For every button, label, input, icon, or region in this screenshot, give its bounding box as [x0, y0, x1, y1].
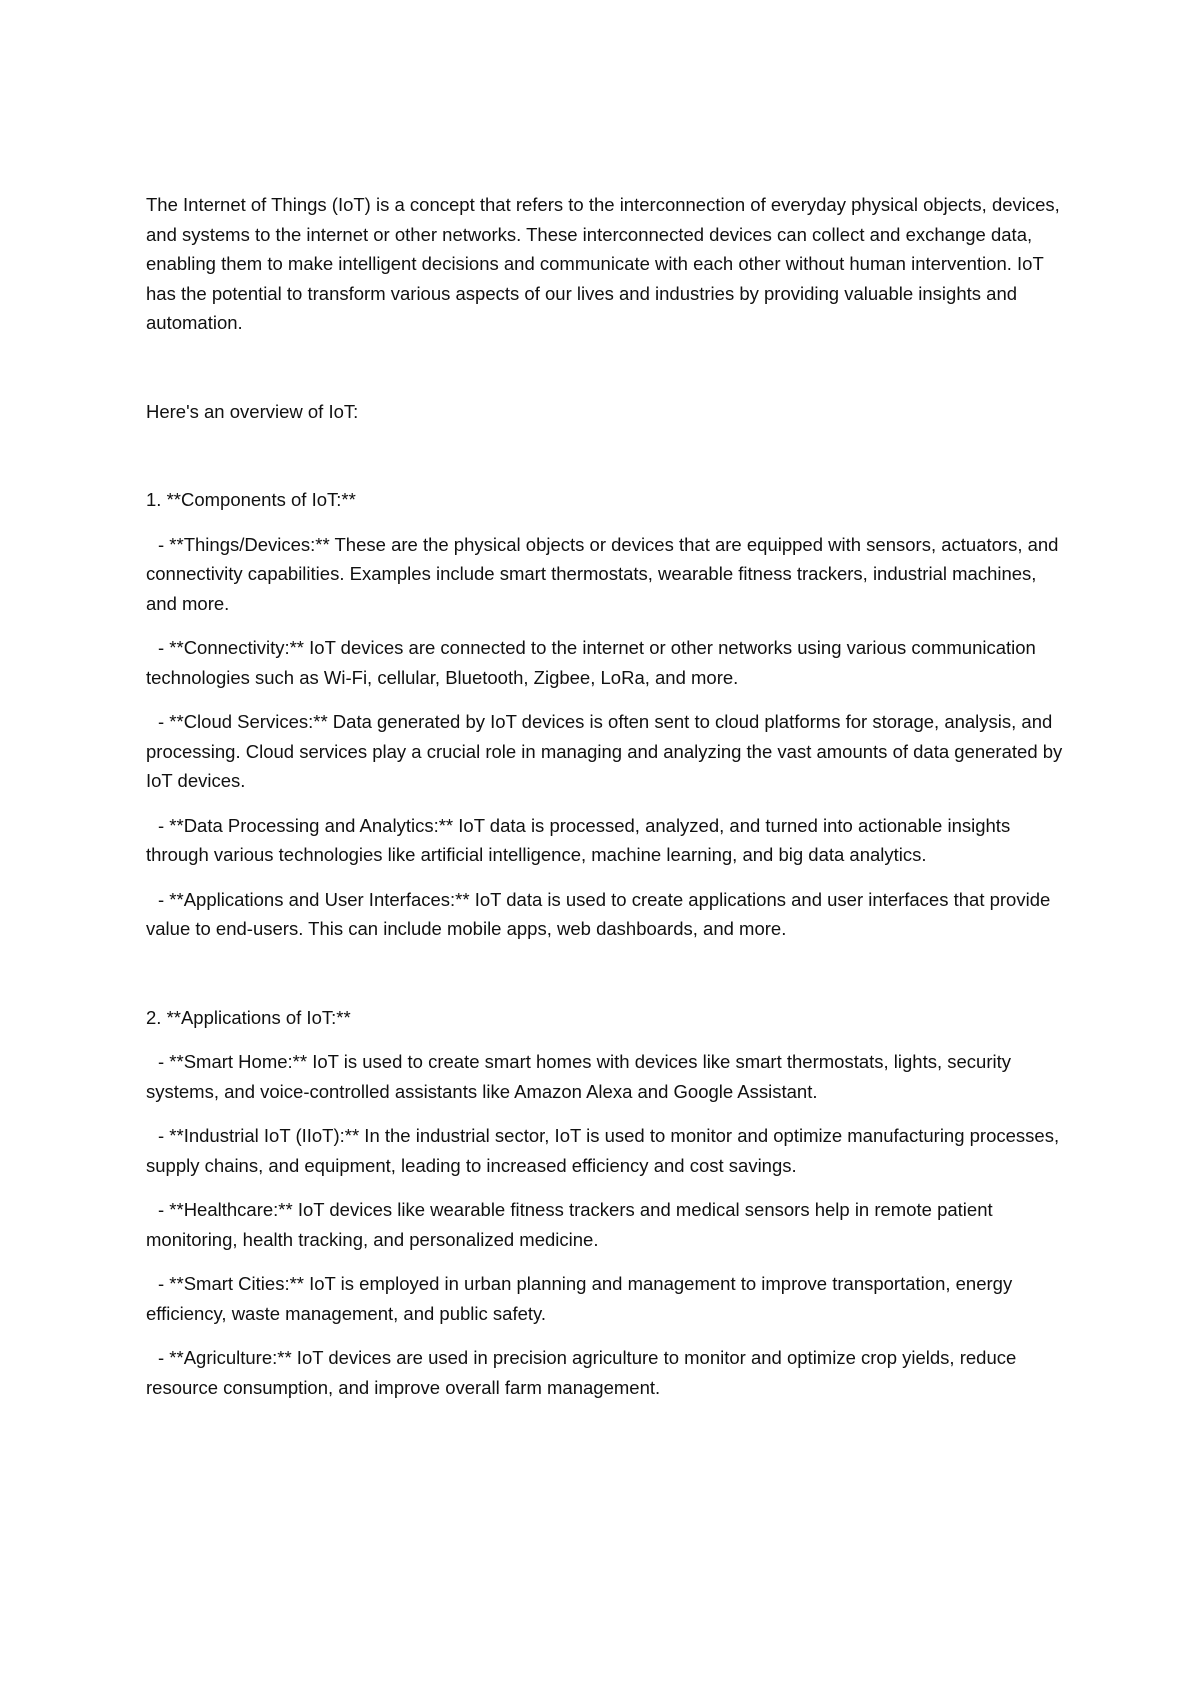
bullet-item-applications-ui: - **Applications and User Interfaces:** IoT data is used to create applications and user interfaces that provide value to end-users. This can include mobile apps, web dashboards, and more. [146, 888, 1051, 939]
bullet-item-cloud-services: - **Cloud Services:** Data generated by IoT devices is often sent to cloud platforms for storage, analysis, and processing. Cloud services play a crucial role in managing and analyzing the vast amounts of data generated by IoT devices. [146, 711, 1063, 791]
section-heading-applications: 2. **Applications of IoT:** [146, 1006, 351, 1028]
bullet-item-industrial-iot: - **Industrial IoT (IIoT):** In the industrial sector, IoT is used to monitor and optimize manufacturing processes, supply chains, and equipment, leading to increased efficiency and cost savings. [146, 1125, 1060, 1176]
components-section [146, 485, 1066, 944]
section-heading-components: 1. **Components of IoT:** [146, 489, 356, 510]
bullet-item-smart-home: - **Smart Home:** IoT is used to create smart homes with devices like smart thermostats, lights, security systems, and voice-controlled assistants like Amazon Alexa and Google Assistant. [146, 1051, 1012, 1102]
bullet-item-data-processing: - **Data Processing and Analytics:** IoT data is processed, analyzed, and turned into actionable insights through various technologies like artificial intelligence, machine learning, and big data analytics. [146, 814, 1011, 865]
bullet-item-healthcare: - **Healthcare:** IoT devices like wearable fitness trackers and medical sensors help in remote patient monitoring, health tracking, and personalized medicine. [146, 1199, 993, 1250]
document-body [146, 190, 1066, 1417]
applications-section [146, 1003, 1066, 1403]
intro-paragraph: The Internet of Things (IoT) is a concept that refers to the interconnection of everyday physical objects, devices, and systems to the internet or other networks. These interconnected devices can collect and exchange data, enabling them to make intelligent decisions and communicate with each other without human intervention. IoT has the potential to transform various aspects of our lives and industries by providing valuable insights and automation. [146, 194, 1060, 333]
section-spacer [146, 959, 1066, 1003]
bullet-item-connectivity: - **Connectivity:** IoT devices are connected to the internet or other networks using various communication technologies such as Wi-Fi, cellular, Bluetooth, Zigbee, LoRa, and more. [146, 637, 1036, 688]
overview-heading: Here's an overview of IoT: [146, 400, 359, 422]
bullet-item-agriculture: - **Agriculture:** IoT devices are used in precision agriculture to monitor and optimize crop yields, reduce resource consumption, and improve overall farm management. [146, 1347, 1017, 1398]
bullet-item-smart-cities: - **Smart Cities:** IoT is employed in urban planning and management to improve transportation, energy efficiency, waste management, and public safety. [146, 1273, 1013, 1324]
bullet-item-things-devices: - **Things/Devices:** These are the physical objects or devices that are equipped with sensors, actuators, and connectivity capabilities. Examples include smart thermostats, wearable fitness trackers, industrial machines, and more. [146, 533, 1059, 614]
